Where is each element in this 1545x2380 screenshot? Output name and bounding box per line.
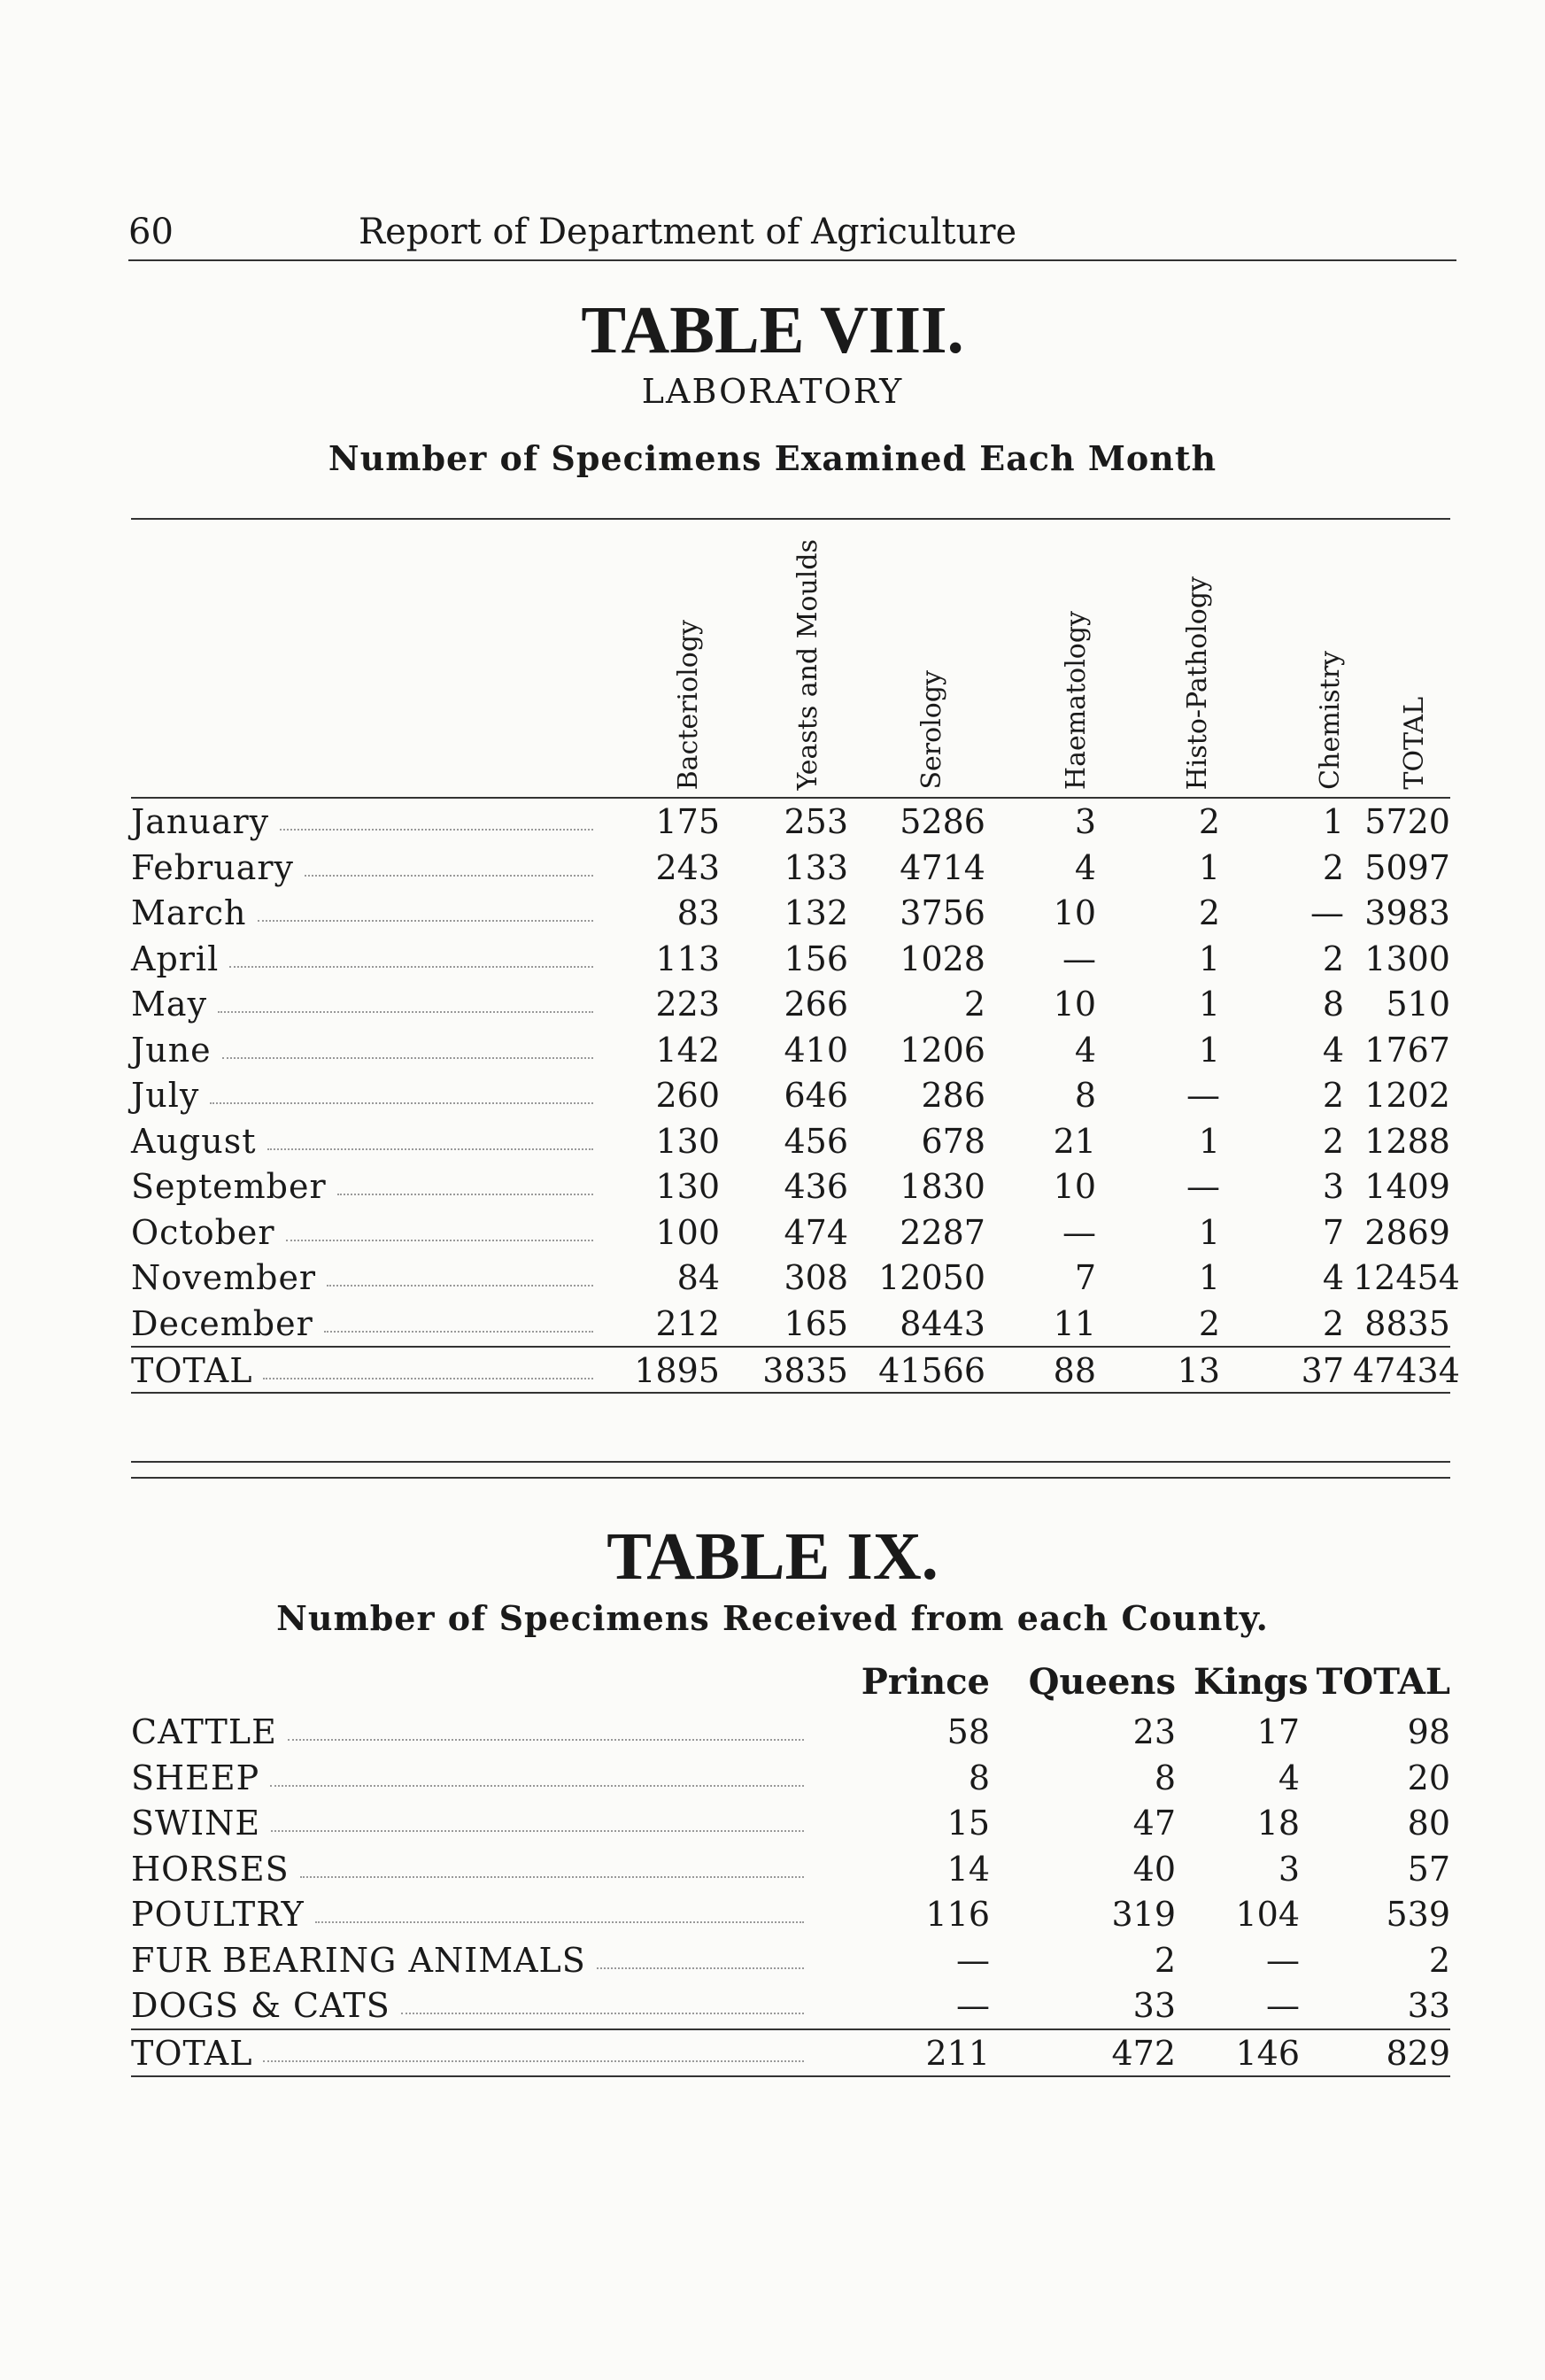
total-row [131, 1346, 1460, 1394]
table-row [131, 1800, 1450, 1846]
separator-rule-1 [131, 1461, 1450, 1463]
value-cell: 165 [784, 1303, 848, 1343]
leader-dots [222, 1031, 593, 1059]
col-header-prince: Prince [861, 1661, 990, 1703]
value-cell: 2 [1322, 847, 1344, 887]
col-header-queens: Queens [1028, 1661, 1176, 1703]
value-cell: 472 [1111, 2033, 1176, 2073]
value-cell: 23 [1132, 1712, 1176, 1751]
row-label-cell [131, 1213, 602, 1252]
table8 [131, 531, 1460, 1394]
table8-caption: Number of Specimens Examined Each Month [328, 438, 1217, 478]
row-label: May [131, 985, 208, 1024]
value-cell: 47434 [1353, 1351, 1460, 1390]
value-cell: 2 [963, 985, 985, 1024]
value-cell: 12454 [1353, 1258, 1460, 1297]
value-cell: 40 [1132, 1849, 1176, 1889]
value-cell: 266 [784, 985, 848, 1024]
table8-subtitle: LABORATORY [641, 372, 904, 411]
table-row [131, 1027, 1450, 1073]
value-cell: 4 [1322, 1258, 1344, 1297]
table-row [131, 1937, 1450, 1983]
row-label-cell [131, 1304, 602, 1343]
value-cell: 5286 [900, 802, 985, 841]
col-header-yeasts-moulds: Yeasts and Moulds [792, 538, 823, 790]
value-cell: 1202 [1364, 1076, 1450, 1115]
table-row [131, 1755, 1450, 1801]
row-label-cell [131, 1850, 813, 1889]
table8-title: TABLE VIII. [581, 293, 964, 367]
value-cell: 21 [1053, 1121, 1096, 1161]
table8-header [131, 531, 1450, 799]
row-label: November [131, 1258, 317, 1297]
value-cell: 58 [946, 1712, 990, 1751]
col-header-total: TOTAL [1399, 697, 1430, 790]
value-cell: 15 [946, 1804, 990, 1843]
row-label-cell [131, 1076, 602, 1115]
leader-dots [327, 1258, 593, 1287]
running-title: Report of Department of Agriculture [359, 212, 1017, 252]
value-cell: 116 [925, 1895, 990, 1934]
row-label: FUR BEARING ANIMALS [131, 1940, 586, 1980]
row-label: DOGS & CATS [131, 1986, 390, 2025]
row-label-cell [131, 1031, 602, 1070]
table-row [131, 1982, 1450, 2028]
value-cell: 539 [1386, 1895, 1450, 1934]
value-cell: 83 [676, 893, 720, 932]
table9-header [131, 1656, 1450, 1709]
value-cell: 37 [1301, 1351, 1344, 1390]
value-cell: 2 [1322, 939, 1344, 978]
value-cell: 41566 [878, 1351, 985, 1390]
value-cell: 4714 [900, 847, 985, 887]
value-cell: 2287 [900, 1212, 985, 1252]
value-cell: 223 [655, 985, 720, 1024]
value-cell: 2 [1428, 1940, 1450, 1980]
table-row [131, 981, 1450, 1027]
value-cell: — [1186, 1167, 1220, 1206]
value-cell: 829 [1386, 2033, 1450, 2073]
row-label: February [131, 847, 295, 887]
table-row [131, 1709, 1450, 1755]
row-label: September [131, 1167, 327, 1206]
table9-body [131, 1709, 1450, 2077]
value-cell: 3835 [762, 1351, 848, 1390]
value-cell: 1409 [1364, 1167, 1450, 1206]
value-cell: 132 [784, 893, 848, 932]
value-cell: — [956, 1940, 990, 1980]
row-label-cell [131, 1122, 602, 1161]
table-row [131, 1072, 1450, 1118]
row-label-cell [131, 802, 602, 841]
value-cell: 253 [784, 802, 848, 841]
value-cell: 33 [1407, 1986, 1450, 2025]
row-label-cell [131, 1258, 602, 1297]
value-cell: 1300 [1364, 939, 1450, 978]
leader-dots [286, 1213, 593, 1241]
table-row [131, 799, 1450, 845]
row-label: January [131, 802, 270, 841]
row-label: TOTAL [131, 2033, 253, 2073]
value-cell: 10 [1053, 985, 1096, 1024]
value-cell: 8443 [900, 1303, 985, 1343]
row-label-cell [131, 1758, 813, 1797]
value-cell: 142 [655, 1030, 720, 1070]
value-cell: 113 [655, 939, 720, 978]
col-header-serology: Serology [916, 670, 947, 790]
value-cell: 410 [784, 1030, 848, 1070]
value-cell: 156 [784, 939, 848, 978]
value-cell: — [1062, 1212, 1096, 1252]
value-cell: 1206 [900, 1030, 985, 1070]
value-cell: 100 [655, 1212, 720, 1252]
table-row [131, 1118, 1450, 1164]
leader-dots [597, 1941, 804, 1969]
value-cell: 4 [1322, 1030, 1344, 1070]
value-cell: 678 [921, 1121, 985, 1161]
value-cell: 11 [1053, 1303, 1096, 1343]
value-cell: 2 [1198, 1303, 1220, 1343]
value-cell: 12050 [878, 1258, 985, 1297]
value-cell: 80 [1407, 1804, 1450, 1843]
value-cell: 84 [676, 1258, 720, 1297]
col-header-bacteriology: Bacteriology [673, 619, 704, 790]
value-cell: 211 [925, 2033, 990, 2073]
value-cell: 319 [1111, 1895, 1176, 1934]
row-label-cell [131, 893, 602, 932]
row-label-cell [131, 1351, 602, 1390]
col-header-chemistry: Chemistry [1315, 651, 1346, 790]
value-cell: 98 [1407, 1712, 1450, 1751]
value-cell: 133 [784, 847, 848, 887]
leader-dots [210, 1076, 593, 1104]
leader-dots [267, 1122, 594, 1150]
value-cell: 286 [921, 1076, 985, 1115]
leader-dots [401, 1986, 804, 2014]
page-number: 60 [128, 212, 174, 252]
row-label-cell [131, 1712, 813, 1751]
row-label: April [131, 939, 220, 978]
value-cell: 2 [1322, 1121, 1344, 1161]
value-cell: 1 [1198, 1258, 1220, 1297]
row-label-cell [131, 1804, 813, 1843]
value-cell: 8 [1154, 1758, 1176, 1797]
table-row [131, 1163, 1450, 1209]
value-cell: 308 [784, 1258, 848, 1297]
leader-dots [218, 985, 593, 1013]
leader-dots [258, 893, 594, 922]
row-label-cell [131, 1986, 813, 2025]
row-label-cell [131, 1941, 813, 1980]
value-cell: 3 [1322, 1167, 1344, 1206]
value-cell: 5097 [1364, 847, 1450, 887]
page-header [128, 199, 1456, 261]
col-header-total: TOTAL [1316, 1661, 1450, 1703]
row-label: CATTLE [131, 1712, 277, 1751]
value-cell: 57 [1407, 1849, 1450, 1889]
leader-dots [337, 1167, 593, 1195]
table-row [131, 1301, 1450, 1347]
value-cell: 212 [655, 1303, 720, 1343]
leader-dots [288, 1712, 804, 1741]
value-cell: 1028 [900, 939, 985, 978]
separator-rule-2 [131, 1477, 1450, 1479]
row-label-cell [131, 848, 602, 887]
table-row [131, 936, 1450, 982]
value-cell: 8 [1322, 985, 1344, 1024]
table-row [131, 890, 1450, 936]
value-cell: 1895 [634, 1351, 720, 1390]
value-cell: 10 [1053, 1167, 1096, 1206]
value-cell: 260 [655, 1076, 720, 1115]
value-cell: 456 [784, 1121, 848, 1161]
value-cell: 3 [1074, 802, 1096, 841]
value-cell: — [1186, 1076, 1220, 1115]
value-cell: 2 [1322, 1076, 1344, 1115]
value-cell: 2 [1198, 893, 1220, 932]
row-label-cell [131, 1167, 602, 1206]
value-cell: 33 [1132, 1986, 1176, 2025]
value-cell: 2 [1198, 802, 1220, 841]
value-cell: 5720 [1364, 802, 1450, 841]
value-cell: 17 [1256, 1712, 1300, 1751]
value-cell: 13 [1177, 1351, 1220, 1390]
value-cell: 2 [1322, 1303, 1344, 1343]
table8-body [131, 799, 1460, 1394]
value-cell: 104 [1235, 1895, 1300, 1934]
value-cell: 1288 [1364, 1121, 1450, 1161]
value-cell: — [1310, 893, 1344, 932]
value-cell: 20 [1407, 1758, 1450, 1797]
value-cell: 2869 [1364, 1212, 1450, 1252]
table9-title: TABLE IX. [606, 1519, 939, 1594]
leader-dots [305, 848, 593, 877]
value-cell: — [1062, 939, 1096, 978]
value-cell: — [1266, 1986, 1300, 2025]
value-cell: 1 [1198, 939, 1220, 978]
value-cell: 47 [1132, 1804, 1176, 1843]
value-cell: 175 [655, 802, 720, 841]
col-header-haematology: Haematology [1061, 610, 1092, 790]
col-header-histo-pathology: Histo-Pathology [1182, 576, 1213, 790]
table-row [131, 1255, 1460, 1301]
value-cell: 1 [1198, 985, 1220, 1024]
table-row [131, 845, 1450, 891]
row-label: June [131, 1030, 212, 1070]
table9-caption: Number of Specimens Received from each County. [276, 1598, 1269, 1638]
value-cell: 8835 [1364, 1303, 1450, 1343]
row-label: SWINE [131, 1804, 261, 1843]
value-cell: 4 [1074, 1030, 1096, 1070]
value-cell: — [956, 1986, 990, 2025]
value-cell: 1767 [1364, 1030, 1450, 1070]
row-label-cell [131, 1895, 813, 1934]
value-cell: 8 [968, 1758, 990, 1797]
value-cell: 7 [1322, 1212, 1344, 1252]
total-row [131, 2028, 1450, 2078]
value-cell: 10 [1053, 893, 1096, 932]
value-cell: — [1266, 1940, 1300, 1980]
value-cell: 130 [655, 1167, 720, 1206]
row-label-cell [131, 985, 602, 1024]
row-label-cell [131, 939, 602, 978]
leader-dots [324, 1304, 593, 1333]
leader-dots [263, 2034, 804, 2062]
leader-dots [315, 1895, 804, 1923]
value-cell: 3756 [900, 893, 985, 932]
value-cell: 243 [655, 847, 720, 887]
row-label-cell [131, 2034, 813, 2073]
value-cell: 646 [784, 1076, 848, 1115]
value-cell: 88 [1053, 1351, 1096, 1390]
leader-dots [270, 1758, 804, 1787]
row-label: HORSES [131, 1849, 290, 1889]
value-cell: 2 [1154, 1940, 1176, 1980]
row-label: POULTRY [131, 1895, 305, 1934]
value-cell: 1 [1198, 847, 1220, 887]
value-cell: 1 [1322, 802, 1344, 841]
value-cell: 436 [784, 1167, 848, 1206]
table-row [131, 1846, 1450, 1892]
leader-dots [263, 1351, 593, 1379]
table8-top-rule [131, 518, 1450, 520]
col-header-kings: Kings [1194, 1661, 1309, 1703]
value-cell: 1 [1198, 1030, 1220, 1070]
row-label: March [131, 893, 247, 932]
value-cell: 7 [1074, 1258, 1096, 1297]
table-row [131, 1209, 1450, 1256]
value-cell: 4 [1278, 1758, 1300, 1797]
value-cell: 1830 [900, 1167, 985, 1206]
leader-dots [229, 939, 593, 968]
value-cell: 14 [946, 1849, 990, 1889]
value-cell: 146 [1235, 2033, 1300, 2073]
row-label: TOTAL [131, 1351, 253, 1390]
row-label: December [131, 1303, 313, 1343]
row-label: July [131, 1076, 200, 1115]
value-cell: 1 [1198, 1121, 1220, 1161]
row-label: SHEEP [131, 1758, 260, 1797]
value-cell: 474 [784, 1212, 848, 1252]
leader-dots [271, 1804, 804, 1832]
row-label: October [131, 1212, 275, 1252]
value-cell: 1 [1198, 1212, 1220, 1252]
value-cell: 8 [1074, 1076, 1096, 1115]
leader-dots [280, 802, 593, 831]
row-label: August [131, 1121, 257, 1161]
table-row [131, 1891, 1450, 1937]
table9 [131, 1656, 1450, 2077]
value-cell: 510 [1386, 985, 1450, 1024]
value-cell: 130 [655, 1121, 720, 1161]
leader-dots [300, 1850, 804, 1878]
value-cell: 3983 [1364, 893, 1450, 932]
value-cell: 18 [1256, 1804, 1300, 1843]
value-cell: 4 [1074, 847, 1096, 887]
value-cell: 3 [1278, 1849, 1300, 1889]
